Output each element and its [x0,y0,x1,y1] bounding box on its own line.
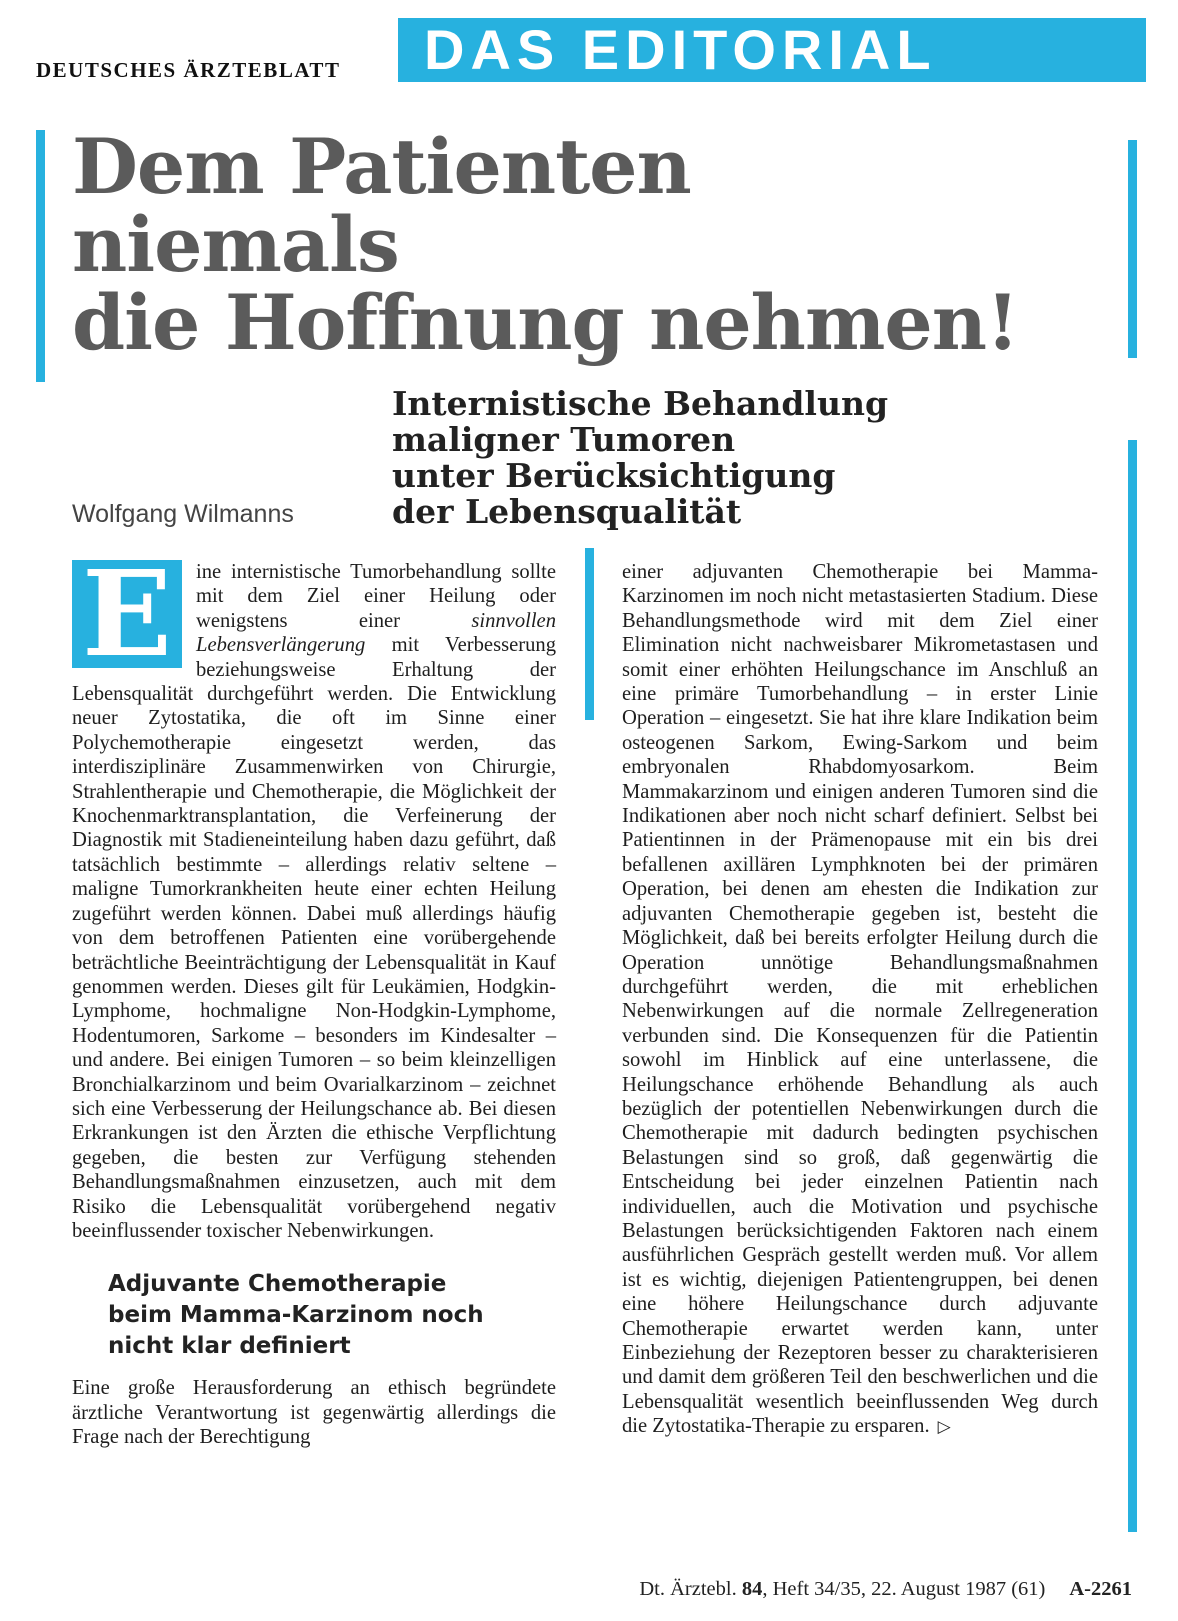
article-subtitle [392,386,888,530]
subheading-line: beim Mamma-Karzinom noch [108,1302,484,1329]
headline-line: Dem Patienten [72,122,691,211]
right-column-text: einer adjuvanten Chemotherapie bei Mamma-Karzinomen im noch nicht metastasierten Stadium. Diese Behandlungsmethode wird mit dem Ziel einer Elimination nicht nachweisbarer Mikrometastasen und somit einer erhöhten Heilungschance im Anschluß an eine primäre Tumorbehandlung – in erster Linie Operation – eingesetzt. Sie hat ihre klare Indikation beim osteogenen Sarkom, Ewing-Sarkom und beim embryonalen Rhabdomyosarkom. Beim Mammakarzinom und einigen anderen Tumoren sind die Indikationen aber noch nicht scharf definiert. Selbst bei Patientinnen in der Prämenopause mit ein bis drei befallenen axillären Lymphknoten bei der primären Operation, bei denen am ehesten die Indikation zur adjuvanten Chemotherapie gegeben ist, besteht die Möglichkeit, daß bei bereits erfolgter Heilung durch die Operation unnötige Behandlungsmaßnahmen durchgeführt werden, die mit erheblichen Nebenwirkungen auf die normale Zellregeneration verbunden sind. Die Konsequenzen für die Patientin sowohl im Hinblick auf eine unterlassene, die Heilungschance erhöhende Behandlung als auch bezüglich der potentiellen Nebenwirkungen durch die Chemotherapie mit dadurch bedingten psychischen Belastungen sind so groß, daß gegenwärtig die Entscheidung bei jeder einzelnen Patientin nach individuellen, auch die Motivation und psychische Belastungen berücksichtigenden Faktoren nach einem ausführlichen Gespräch gestellt werden muß. Vor allem ist es wichtig, diejenigen Patientengruppen, bei denen eine höhere Heilungschance durch adjuvante Chemotherapie erwartet werden kann, unter Einbeziehung der Rezeptoren besser zu charakterisieren und damit dem größeren Teil den beschwerlichen und die Lebensqualität wesentlich beeinflussenden Weg durch die Zytostatika-Therapie zu ersparen. [622,561,1098,1438]
author-name: Wolfgang Wilmanns [72,500,294,528]
subtitle-line: unter Berücksichtigung [392,456,836,495]
subtitle-line: der Lebensqualität [392,492,742,531]
body-paragraph-right [622,560,1098,1440]
subheading-line: nicht klar definiert [108,1333,351,1360]
column-divider-rule [585,548,594,720]
citation-prefix: Dt. Ärztebl. [639,1578,742,1600]
intro-text: ine internistische Tumorbehandlung sollte mit dem Ziel einer Heilung oder wenigstens einer [196,561,556,632]
page-footer [639,1578,1132,1601]
publication-masthead: DEUTSCHES ÄRZTEBLATT [36,58,341,82]
left-accent-rule [36,130,45,382]
article-headline [72,122,1132,367]
section-banner [398,18,1146,82]
article-column-left [72,544,556,1450]
subheading-line: Adjuvante Chemotherapie [108,1271,447,1298]
headline-line: niemals [72,200,399,289]
body-paragraph: Eine große Herausforderung an ethisch begründete ärztliche Verantwortung ist gegenwärtig allerdings die Frage nach der Berechtigung [72,1377,556,1449]
headline-line: die Hoffnung nehmen! [72,278,1019,367]
intro-text-continued: mit Verbesserung beziehungsweise Erhaltung der Lebensqualität durchgeführt werden. Die Entwicklung neuer Zytostatika, die oft im Sinne einer Polychemotherapie eingesetzt werden, das interdisziplinäre Zusammenwirken von Chirurgie, Strahlentherapie und Chemotherapie, die Möglichkeit der Knochenmarktransplantation, die Verfeinerung der Diagnostik mit Stadieneinteilung haben dazu geführt, daß tatsächlich bestimmte – allerdings relativ seltene – maligne Tumorkrankheiten heute einer echten Heilung zugeführt werden können. Dabei muß allerdings häufig von dem betroffenen Patienten eine vorübergehende beträchtliche Beeinträchtigung der Lebensqualität in Kauf genommen werden. Dieses gilt für Leukämien, Hodgkin-Lymphome, hochmaligne Non-Hodgkin-Lymphome, Hodentumoren, Sarkome – besonders im Kindesalter – und andere. Bei einigen Tumoren – so beim kleinzelligen Bronchialkarzinom und beim Ovarialkarzinom – zeichnet sich eine Verbesserung der Heilungschance ab. Bei diesen Erkrankungen ist den Ärzten die ethische Verpflichtung gegeben, die besten zur Verfügung stehenden Behandlungsmaßnahmen einzusetzen, auch mit dem Risiko die Lebensqualität vorübergehend negativ beeinflussender toxischer Nebenwirkungen. [72,634,556,1242]
drop-cap: E [72,560,182,668]
right-accent-rule-bottom [1128,440,1137,1532]
subtitle-line: Internistische Behandlung [392,384,889,423]
page-number: A-2261 [1069,1578,1132,1600]
subtitle-line: maligner Tumoren [392,420,736,459]
section-subheading [108,1269,556,1362]
article-column-right [622,560,1098,1440]
intro-emphasis: sinnvollen Lebensverlängerung [196,609,556,657]
continue-arrow-icon: ▷ [937,1417,951,1438]
citation-volume: 84 [741,1578,763,1600]
citation-suffix: , Heft 34/35, 22. August 1987 (61) [762,1578,1046,1600]
section-title: DAS EDITORIAL [424,18,937,81]
